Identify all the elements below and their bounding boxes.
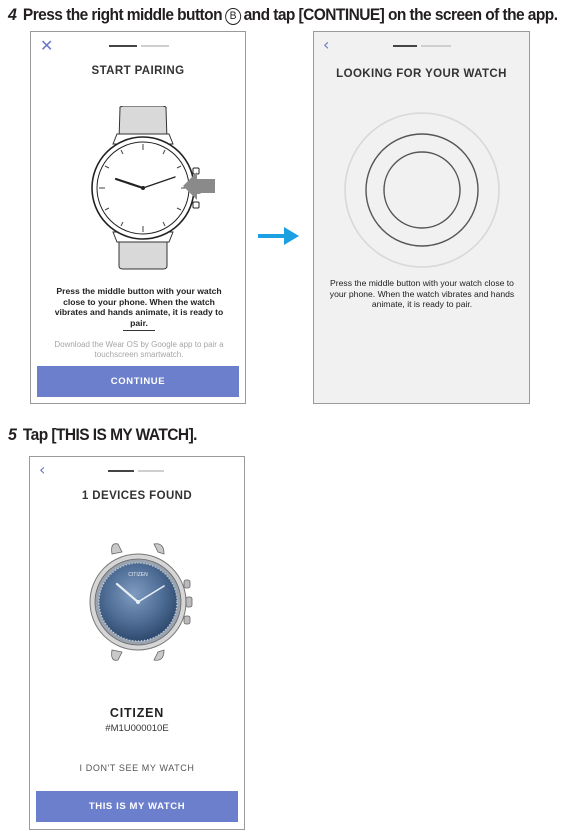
device-brand: CITIZEN: [109, 706, 165, 720]
progress-step-inactive: [138, 470, 164, 472]
back-chevron-icon[interactable]: ‹: [323, 35, 330, 54]
looking-instruction: Press the middle button with your watch close to your phone. When the watch vibrates and hands animate, it is ready to pair.: [329, 278, 515, 309]
progress-indicator: [109, 45, 169, 48]
step-5-text: Tap [THIS IS MY WATCH].: [22, 426, 197, 444]
step-5-number: 5: [8, 425, 17, 444]
text-divider: [123, 330, 155, 331]
device-id: #M1U000010E: [105, 723, 169, 734]
progress-indicator: [108, 470, 164, 473]
step-4-text-after: and tap [CONTINUE] on the screen of the app.: [243, 6, 558, 24]
progress-step-inactive: [141, 45, 169, 47]
this-is-my-watch-button[interactable]: THIS IS MY WATCH: [36, 791, 238, 822]
phone-screen-devices-found: [29, 456, 245, 830]
wear-os-hint: Download the Wear OS by Google app to pair a touchscreen smartwatch.: [54, 340, 224, 359]
back-chevron-icon[interactable]: ‹: [39, 460, 46, 479]
phone-screen-looking-for-watch: [313, 31, 530, 404]
step-4-text-before: Press the right middle button: [22, 6, 222, 24]
step-4-number: 4: [8, 5, 17, 24]
step-5-heading: [8, 425, 197, 445]
button-b-symbol: B: [225, 8, 241, 25]
flow-arrow-icon: [258, 226, 300, 246]
searching-radar-animation: [342, 110, 502, 270]
screen-title: LOOKING FOR YOUR WATCH: [336, 68, 507, 80]
progress-step-active: [109, 45, 137, 47]
step-4-heading: [8, 5, 557, 25]
screen-title: 1 DEVICES FOUND: [81, 490, 193, 502]
citizen-watch-image: [82, 542, 194, 662]
progress-step-active: [393, 45, 417, 47]
screen-title: START PAIRING: [91, 65, 185, 77]
progress-step-inactive: [421, 45, 451, 47]
watch-dial-logo: CITIZEN: [128, 572, 148, 578]
progress-indicator: [393, 45, 451, 48]
pairing-instruction: Press the middle button with your watch close to your phone. When the watch vibrates and hands animate, it is ready to pair.: [54, 286, 224, 328]
i-dont-see-my-watch-button[interactable]: I DON'T SEE MY WATCH: [79, 763, 195, 773]
press-button-arrow-icon: [181, 168, 217, 204]
continue-button[interactable]: CONTINUE: [37, 366, 239, 397]
phone-screen-start-pairing: [30, 31, 246, 404]
progress-step-active: [108, 470, 134, 472]
close-icon[interactable]: ✕: [40, 36, 54, 55]
